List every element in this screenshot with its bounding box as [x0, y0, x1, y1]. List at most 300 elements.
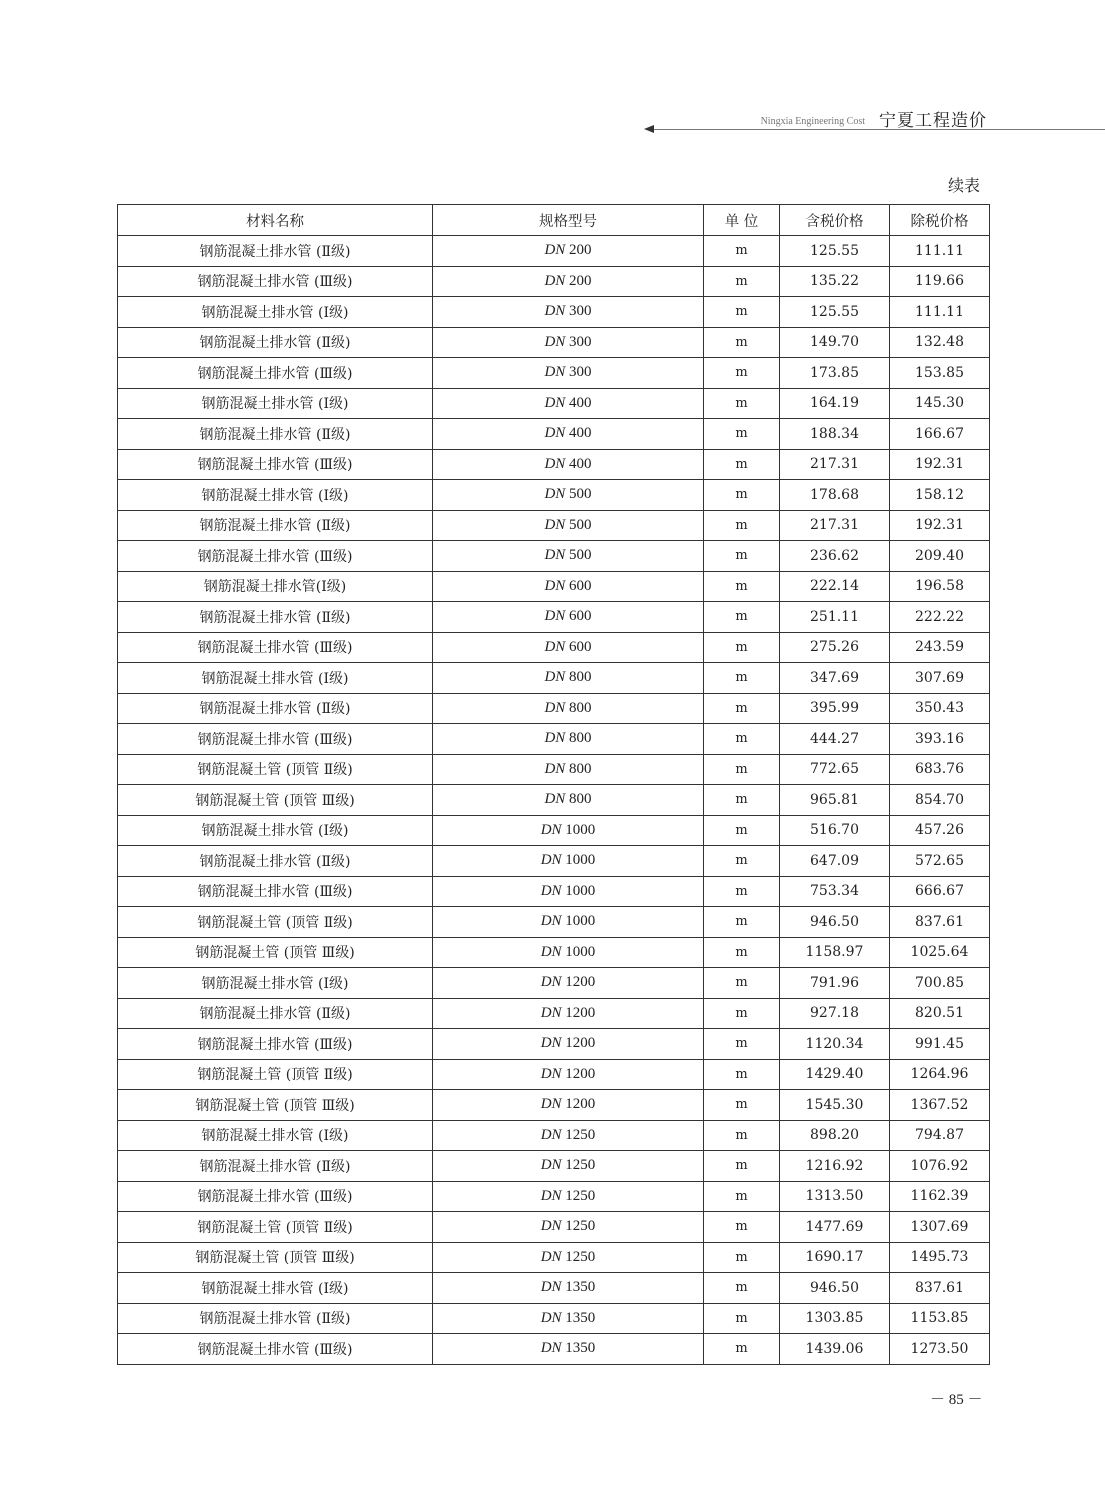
- spec-cell: [433, 571, 704, 602]
- column-header-spec: 规格型号: [433, 205, 704, 236]
- price-tax-cell: 898.20: [780, 1120, 890, 1151]
- price-net-cell: 700.85: [890, 968, 990, 999]
- material-name-cell: 钢筋混凝土排水管 (Ⅲ级): [118, 266, 433, 297]
- spec-dn-prefix: DN: [540, 852, 562, 869]
- table-row: [118, 297, 990, 328]
- spec-dn-prefix: DN: [540, 943, 562, 960]
- spec-cell: [433, 480, 704, 511]
- spec-size: 1200: [565, 1065, 596, 1082]
- spec-cell: [433, 1059, 704, 1090]
- unit-cell: m: [704, 1090, 780, 1121]
- price-tax-cell: 965.81: [780, 785, 890, 816]
- price-tax-cell: 946.50: [780, 907, 890, 938]
- material-name-cell: 钢筋混凝土排水管 (Ⅱ级): [118, 998, 433, 1029]
- price-tax-cell: 1439.06: [780, 1334, 890, 1365]
- price-tax-cell: 125.55: [780, 236, 890, 267]
- table-row: [118, 1181, 990, 1212]
- spec-size: 1000: [565, 882, 596, 899]
- unit-cell: m: [704, 1273, 780, 1304]
- spec-dn-prefix: DN: [544, 364, 566, 381]
- unit-cell: m: [704, 602, 780, 633]
- unit-cell: m: [704, 419, 780, 450]
- material-name-cell: 钢筋混凝土排水管 (Ⅱ级): [118, 846, 433, 877]
- unit-cell: m: [704, 815, 780, 846]
- price-net-cell: 794.87: [890, 1120, 990, 1151]
- unit-cell: m: [704, 998, 780, 1029]
- price-tax-cell: 135.22: [780, 266, 890, 297]
- price-tax-cell: 395.99: [780, 693, 890, 724]
- material-name-cell: 钢筋混凝土排水管 (Ⅱ级): [118, 510, 433, 541]
- price-tax-cell: 178.68: [780, 480, 890, 511]
- unit-cell: m: [704, 1303, 780, 1334]
- price-net-cell: 209.40: [890, 541, 990, 572]
- table-row: [118, 602, 990, 633]
- table-row: [118, 1090, 990, 1121]
- header-rule: [652, 129, 1105, 130]
- table-row: [118, 968, 990, 999]
- spec-size: 1200: [565, 1035, 596, 1052]
- spec-cell: [433, 693, 704, 724]
- table-row: [118, 693, 990, 724]
- table-row: [118, 937, 990, 968]
- price-net-cell: 119.66: [890, 266, 990, 297]
- table-row: [118, 1303, 990, 1334]
- table-row: [118, 327, 990, 358]
- price-net-cell: 991.45: [890, 1029, 990, 1060]
- material-name-cell: 钢筋混凝土排水管 (Ⅰ级): [118, 1273, 433, 1304]
- spec-dn-prefix: DN: [540, 1187, 562, 1204]
- table-row: [118, 388, 990, 419]
- unit-cell: m: [704, 754, 780, 785]
- price-tax-cell: 1545.30: [780, 1090, 890, 1121]
- table-row: [118, 815, 990, 846]
- price-net-cell: 854.70: [890, 785, 990, 816]
- price-net-cell: 196.58: [890, 571, 990, 602]
- spec-size: 600: [569, 577, 592, 594]
- spec-cell: [433, 1120, 704, 1151]
- unit-cell: m: [704, 541, 780, 572]
- table-row: [118, 1120, 990, 1151]
- price-net-cell: 837.61: [890, 907, 990, 938]
- material-name-cell: 钢筋混凝土排水管 (Ⅲ级): [118, 632, 433, 663]
- spec-size: 1350: [565, 1279, 596, 1296]
- material-name-cell: 钢筋混凝土排水管 (Ⅱ级): [118, 236, 433, 267]
- spec-dn-prefix: DN: [544, 730, 566, 747]
- spec-size: 600: [569, 608, 592, 625]
- material-name-cell: 钢筋混凝土排水管 (Ⅲ级): [118, 1334, 433, 1365]
- price-tax-cell: 1429.40: [780, 1059, 890, 1090]
- table-row: [118, 1242, 990, 1273]
- table-header-row: [118, 205, 990, 236]
- material-name-cell: 钢筋混凝土排水管 (Ⅲ级): [118, 358, 433, 389]
- material-name-cell: 钢筋混凝土排水管 (Ⅰ级): [118, 388, 433, 419]
- unit-cell: m: [704, 1242, 780, 1273]
- material-name-cell: 钢筋混凝土排水管 (Ⅲ级): [118, 876, 433, 907]
- spec-cell: [433, 266, 704, 297]
- material-name-cell: 钢筋混凝土管 (顶管 Ⅲ级): [118, 1242, 433, 1273]
- spec-cell: [433, 1212, 704, 1243]
- page-number: － 85 －: [930, 1392, 983, 1408]
- spec-dn-prefix: DN: [544, 577, 566, 594]
- unit-cell: m: [704, 1181, 780, 1212]
- price-tax-cell: 1477.69: [780, 1212, 890, 1243]
- price-net-cell: 192.31: [890, 510, 990, 541]
- spec-dn-prefix: DN: [540, 1248, 562, 1265]
- spec-cell: [433, 815, 704, 846]
- price-net-cell: 393.16: [890, 724, 990, 755]
- price-net-cell: 350.43: [890, 693, 990, 724]
- price-tax-cell: 188.34: [780, 419, 890, 450]
- spec-dn-prefix: DN: [544, 272, 566, 289]
- table-row: [118, 663, 990, 694]
- unit-cell: m: [704, 388, 780, 419]
- material-name-cell: 钢筋混凝土排水管 (Ⅲ级): [118, 1029, 433, 1060]
- spec-cell: [433, 1303, 704, 1334]
- table-row: [118, 449, 990, 480]
- spec-dn-prefix: DN: [544, 638, 566, 655]
- table-row: [118, 266, 990, 297]
- price-tax-cell: 222.14: [780, 571, 890, 602]
- spec-dn-prefix: DN: [544, 608, 566, 625]
- spec-size: 500: [569, 547, 592, 564]
- spec-dn-prefix: DN: [540, 882, 562, 899]
- unit-cell: m: [704, 846, 780, 877]
- unit-cell: m: [704, 1334, 780, 1365]
- spec-size: 800: [569, 669, 592, 686]
- spec-dn-prefix: DN: [540, 974, 562, 991]
- table-row: [118, 785, 990, 816]
- material-name-cell: 钢筋混凝土管 (顶管 Ⅱ级): [118, 754, 433, 785]
- spec-dn-prefix: DN: [544, 669, 566, 686]
- price-net-cell: 1264.96: [890, 1059, 990, 1090]
- spec-cell: [433, 754, 704, 785]
- unit-cell: m: [704, 571, 780, 602]
- table-row: [118, 724, 990, 755]
- price-net-cell: 111.11: [890, 236, 990, 267]
- price-tax-cell: 772.65: [780, 754, 890, 785]
- price-net-cell: 166.67: [890, 419, 990, 450]
- spec-dn-prefix: DN: [544, 242, 566, 259]
- price-tax-cell: 217.31: [780, 510, 890, 541]
- price-tax-cell: 444.27: [780, 724, 890, 755]
- unit-cell: m: [704, 297, 780, 328]
- price-tax-cell: 927.18: [780, 998, 890, 1029]
- material-name-cell: 钢筋混凝土管 (顶管 Ⅲ级): [118, 937, 433, 968]
- price-net-cell: 1495.73: [890, 1242, 990, 1273]
- table-row: [118, 1151, 990, 1182]
- spec-dn-prefix: DN: [540, 1309, 562, 1326]
- spec-cell: [433, 1242, 704, 1273]
- table-row: [118, 541, 990, 572]
- price-net-cell: 145.30: [890, 388, 990, 419]
- price-tax-cell: 251.11: [780, 602, 890, 633]
- spec-cell: [433, 907, 704, 938]
- spec-dn-prefix: DN: [540, 1279, 562, 1296]
- spec-dn-prefix: DN: [544, 486, 566, 503]
- spec-cell: [433, 998, 704, 1029]
- table-row: [118, 1273, 990, 1304]
- material-name-cell: 钢筋混凝土排水管 (Ⅰ级): [118, 297, 433, 328]
- spec-size: 1200: [565, 974, 596, 991]
- spec-dn-prefix: DN: [544, 699, 566, 716]
- column-header-unit: 单 位: [704, 205, 780, 236]
- spec-dn-prefix: DN: [540, 913, 562, 930]
- material-name-cell: 钢筋混凝土排水管 (Ⅲ级): [118, 1181, 433, 1212]
- spec-dn-prefix: DN: [540, 1004, 562, 1021]
- spec-cell: [433, 876, 704, 907]
- price-net-cell: 666.67: [890, 876, 990, 907]
- spec-size: 200: [569, 272, 592, 289]
- price-net-cell: 683.76: [890, 754, 990, 785]
- header-chinese-title: 宁夏工程造价: [879, 111, 987, 131]
- price-tax-cell: 236.62: [780, 541, 890, 572]
- column-header-price-net: 除税价格: [890, 205, 990, 236]
- continued-label: 续表: [948, 176, 981, 195]
- table-row: [118, 876, 990, 907]
- spec-size: 300: [569, 333, 592, 350]
- spec-size: 1250: [565, 1126, 596, 1143]
- spec-size: 1250: [565, 1157, 596, 1174]
- material-name-cell: 钢筋混凝土排水管 (Ⅱ级): [118, 1151, 433, 1182]
- price-net-cell: 1153.85: [890, 1303, 990, 1334]
- spec-size: 1350: [565, 1340, 596, 1357]
- price-net-cell: 158.12: [890, 480, 990, 511]
- column-header-price-tax: 含税价格: [780, 205, 890, 236]
- unit-cell: m: [704, 449, 780, 480]
- price-net-cell: 457.26: [890, 815, 990, 846]
- unit-cell: m: [704, 724, 780, 755]
- spec-size: 1250: [565, 1218, 596, 1235]
- price-net-cell: 307.69: [890, 663, 990, 694]
- price-net-cell: 1273.50: [890, 1334, 990, 1365]
- spec-dn-prefix: DN: [540, 1096, 562, 1113]
- spec-dn-prefix: DN: [540, 1340, 562, 1357]
- spec-cell: [433, 297, 704, 328]
- price-tax-cell: 647.09: [780, 846, 890, 877]
- spec-size: 300: [569, 303, 592, 320]
- material-name-cell: 钢筋混凝土排水管 (Ⅰ级): [118, 1120, 433, 1151]
- price-tax-cell: 516.70: [780, 815, 890, 846]
- spec-size: 1250: [565, 1187, 596, 1204]
- spec-dn-prefix: DN: [540, 1065, 562, 1082]
- price-tax-cell: 753.34: [780, 876, 890, 907]
- price-net-cell: 1025.64: [890, 937, 990, 968]
- table-row: [118, 571, 990, 602]
- header-english-title: Ningxia Engineering Cost: [760, 116, 865, 127]
- spec-cell: [433, 1151, 704, 1182]
- spec-size: 800: [569, 791, 592, 808]
- unit-cell: m: [704, 663, 780, 694]
- material-name-cell: 钢筋混凝土管 (顶管 Ⅱ级): [118, 1059, 433, 1090]
- price-tax-cell: 946.50: [780, 1273, 890, 1304]
- price-net-cell: 222.22: [890, 602, 990, 633]
- spec-cell: [433, 632, 704, 663]
- material-name-cell: 钢筋混凝土排水管 (Ⅲ级): [118, 541, 433, 572]
- unit-cell: m: [704, 266, 780, 297]
- spec-cell: [433, 937, 704, 968]
- table-row: [118, 998, 990, 1029]
- unit-cell: m: [704, 510, 780, 541]
- spec-size: 800: [569, 760, 592, 777]
- spec-size: 800: [569, 730, 592, 747]
- unit-cell: m: [704, 358, 780, 389]
- price-net-cell: 837.61: [890, 1273, 990, 1304]
- table-row: [118, 1029, 990, 1060]
- spec-dn-prefix: DN: [544, 791, 566, 808]
- unit-cell: m: [704, 480, 780, 511]
- spec-cell: [433, 846, 704, 877]
- spec-dn-prefix: DN: [540, 1035, 562, 1052]
- spec-size: 1200: [565, 1004, 596, 1021]
- spec-size: 1200: [565, 1096, 596, 1113]
- spec-dn-prefix: DN: [544, 394, 566, 411]
- spec-dn-prefix: DN: [540, 1218, 562, 1235]
- unit-cell: m: [704, 937, 780, 968]
- spec-dn-prefix: DN: [544, 760, 566, 777]
- price-net-cell: 1367.52: [890, 1090, 990, 1121]
- spec-cell: [433, 388, 704, 419]
- arrow-left-icon: [644, 125, 654, 133]
- spec-cell: [433, 724, 704, 755]
- table-row: [118, 358, 990, 389]
- material-name-cell: 钢筋混凝土排水管 (Ⅰ级): [118, 815, 433, 846]
- unit-cell: m: [704, 693, 780, 724]
- price-net-cell: 1076.92: [890, 1151, 990, 1182]
- material-name-cell: 钢筋混凝土排水管 (Ⅱ级): [118, 327, 433, 358]
- spec-cell: [433, 541, 704, 572]
- spec-size: 1350: [565, 1309, 596, 1326]
- unit-cell: m: [704, 785, 780, 816]
- spec-dn-prefix: DN: [544, 425, 566, 442]
- price-net-cell: 243.59: [890, 632, 990, 663]
- spec-size: 500: [569, 486, 592, 503]
- spec-cell: [433, 968, 704, 999]
- price-tax-cell: 1690.17: [780, 1242, 890, 1273]
- price-tax-cell: 1216.92: [780, 1151, 890, 1182]
- spec-cell: [433, 1029, 704, 1060]
- price-table: [117, 204, 990, 1365]
- spec-cell: [433, 785, 704, 816]
- spec-dn-prefix: DN: [544, 455, 566, 472]
- table-row: [118, 419, 990, 450]
- material-name-cell: 钢筋混凝土排水管 (Ⅲ级): [118, 449, 433, 480]
- spec-cell: [433, 449, 704, 480]
- price-tax-cell: 149.70: [780, 327, 890, 358]
- material-name-cell: 钢筋混凝土排水管 (Ⅰ级): [118, 480, 433, 511]
- spec-cell: [433, 327, 704, 358]
- unit-cell: m: [704, 968, 780, 999]
- price-net-cell: 111.11: [890, 297, 990, 328]
- table-row: [118, 1059, 990, 1090]
- unit-cell: m: [704, 632, 780, 663]
- table-row: [118, 510, 990, 541]
- material-name-cell: 钢筋混凝土管 (顶管 Ⅲ级): [118, 785, 433, 816]
- material-name-cell: 钢筋混凝土排水管 (Ⅱ级): [118, 419, 433, 450]
- table-row: [118, 754, 990, 785]
- spec-cell: [433, 1334, 704, 1365]
- price-tax-cell: 1313.50: [780, 1181, 890, 1212]
- spec-dn-prefix: DN: [544, 303, 566, 320]
- unit-cell: m: [704, 1151, 780, 1182]
- price-tax-cell: 275.26: [780, 632, 890, 663]
- material-name-cell: 钢筋混凝土排水管 (Ⅲ级): [118, 724, 433, 755]
- spec-cell: [433, 510, 704, 541]
- table-row: [118, 846, 990, 877]
- price-net-cell: 153.85: [890, 358, 990, 389]
- unit-cell: m: [704, 1059, 780, 1090]
- material-name-cell: 钢筋混凝土管 (顶管 Ⅲ级): [118, 1090, 433, 1121]
- unit-cell: m: [704, 1212, 780, 1243]
- table-row: [118, 1212, 990, 1243]
- spec-dn-prefix: DN: [544, 516, 566, 533]
- spec-cell: [433, 236, 704, 267]
- unit-cell: m: [704, 327, 780, 358]
- spec-cell: [433, 1090, 704, 1121]
- unit-cell: m: [704, 907, 780, 938]
- page-header: [640, 100, 1105, 140]
- price-net-cell: 1162.39: [890, 1181, 990, 1212]
- spec-cell: [433, 663, 704, 694]
- spec-size: 1250: [565, 1248, 596, 1265]
- unit-cell: m: [704, 876, 780, 907]
- material-name-cell: 钢筋混凝土排水管 (Ⅱ级): [118, 1303, 433, 1334]
- spec-dn-prefix: DN: [540, 1157, 562, 1174]
- price-net-cell: 572.65: [890, 846, 990, 877]
- spec-size: 1000: [565, 943, 596, 960]
- spec-cell: [433, 358, 704, 389]
- price-tax-cell: 173.85: [780, 358, 890, 389]
- price-net-cell: 820.51: [890, 998, 990, 1029]
- unit-cell: m: [704, 1120, 780, 1151]
- spec-size: 800: [569, 699, 592, 716]
- price-net-cell: 1307.69: [890, 1212, 990, 1243]
- spec-size: 400: [569, 394, 592, 411]
- price-net-cell: 192.31: [890, 449, 990, 480]
- price-tax-cell: 125.55: [780, 297, 890, 328]
- spec-cell: [433, 602, 704, 633]
- table-row: [118, 236, 990, 267]
- material-name-cell: 钢筋混凝土排水管 (Ⅰ级): [118, 663, 433, 694]
- spec-cell: [433, 1273, 704, 1304]
- table-row: [118, 480, 990, 511]
- unit-cell: m: [704, 236, 780, 267]
- material-name-cell: 钢筋混凝土排水管(Ⅰ级): [118, 571, 433, 602]
- material-name-cell: 钢筋混凝土管 (顶管 Ⅱ级): [118, 1212, 433, 1243]
- spec-cell: [433, 419, 704, 450]
- spec-size: 300: [569, 364, 592, 381]
- unit-cell: m: [704, 1029, 780, 1060]
- spec-size: 200: [569, 242, 592, 259]
- price-tax-cell: 164.19: [780, 388, 890, 419]
- spec-size: 500: [569, 516, 592, 533]
- price-tax-cell: 1158.97: [780, 937, 890, 968]
- material-name-cell: 钢筋混凝土管 (顶管 Ⅱ级): [118, 907, 433, 938]
- table-row: [118, 632, 990, 663]
- price-tax-cell: 347.69: [780, 663, 890, 694]
- spec-size: 600: [569, 638, 592, 655]
- spec-dn-prefix: DN: [540, 821, 562, 838]
- price-net-cell: 132.48: [890, 327, 990, 358]
- price-tax-cell: 791.96: [780, 968, 890, 999]
- material-name-cell: 钢筋混凝土排水管 (Ⅱ级): [118, 602, 433, 633]
- price-tax-cell: 1303.85: [780, 1303, 890, 1334]
- price-tax-cell: 1120.34: [780, 1029, 890, 1060]
- material-name-cell: 钢筋混凝土排水管 (Ⅰ级): [118, 968, 433, 999]
- spec-size: 400: [569, 425, 592, 442]
- spec-size: 1000: [565, 913, 596, 930]
- spec-dn-prefix: DN: [540, 1126, 562, 1143]
- spec-dn-prefix: DN: [544, 547, 566, 564]
